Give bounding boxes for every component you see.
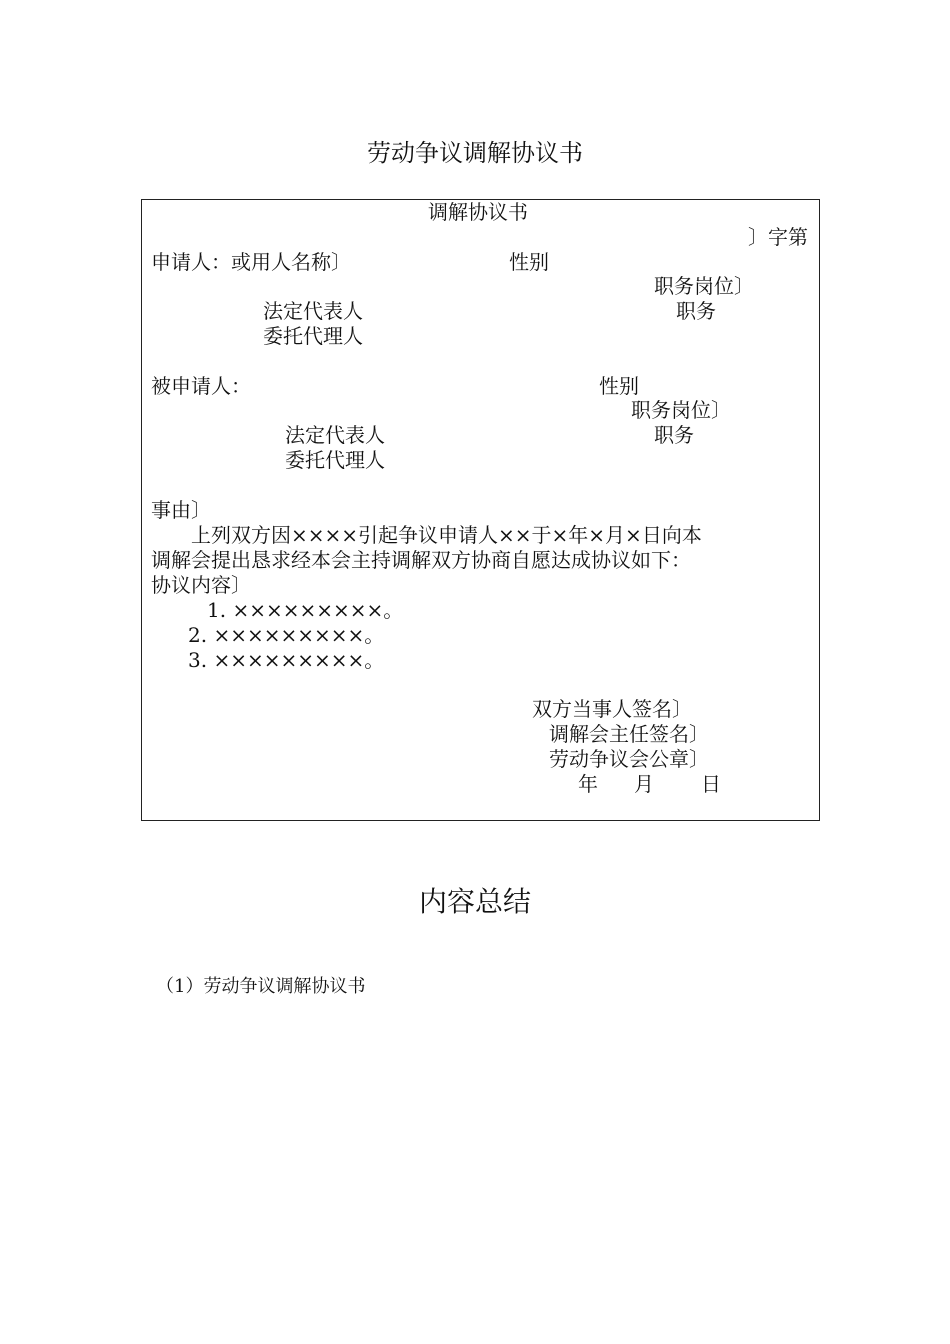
committee-seal-label: 劳动争议会公章〕 — [549, 747, 709, 771]
summary-item-1: （1）劳动争议调解协议书 — [156, 976, 366, 997]
form-heading: 调解协议书 — [428, 200, 528, 224]
agreement-content-label: 协议内容〕 — [151, 573, 251, 597]
date-month-label: 月 — [634, 772, 654, 796]
summary-title: 内容总结 — [418, 885, 531, 918]
reason-text-line-2: 调解会提出恳求经本会主持调解双方协商自愿达成协议如下： — [151, 548, 691, 572]
applicant-position-label: 职务岗位〕 — [654, 274, 754, 298]
respondent-legal-rep-label: 法定代表人 — [285, 423, 385, 447]
reason-label: 事由〕 — [151, 498, 211, 522]
applicant-label: 申请人：或用人名称〕 — [151, 250, 351, 274]
agreement-item-2: 2. ×××××××××。 — [188, 623, 385, 647]
agreement-item-1: 1. ×××××××××。 — [207, 598, 404, 622]
reference-number: 〕字第 — [748, 225, 808, 249]
respondent-duty-label: 职务 — [654, 423, 694, 447]
reason-text-line-1: 上列双方因××××引起争议申请人××于×年×月×日向本 — [191, 523, 702, 547]
applicant-agent-label: 委托代理人 — [263, 324, 363, 348]
document-title: 劳动争议调解协议书 — [367, 139, 583, 167]
director-signature-label: 调解会主任签名〕 — [549, 722, 709, 746]
agreement-item-3: 3. ×××××××××。 — [188, 648, 385, 672]
date-day-label: 日 — [701, 772, 721, 796]
respondent-label: 被申请人： — [151, 374, 251, 398]
applicant-duty-label: 职务 — [676, 299, 716, 323]
respondent-position-label: 职务岗位〕 — [631, 398, 731, 422]
date-year-label: 年 — [578, 772, 598, 796]
respondent-agent-label: 委托代理人 — [285, 448, 385, 472]
applicant-legal-rep-label: 法定代表人 — [263, 299, 363, 323]
applicant-gender-label: 性别 — [509, 250, 549, 274]
respondent-gender-label: 性别 — [599, 374, 639, 398]
parties-signature-label: 双方当事人签名〕 — [532, 697, 692, 721]
